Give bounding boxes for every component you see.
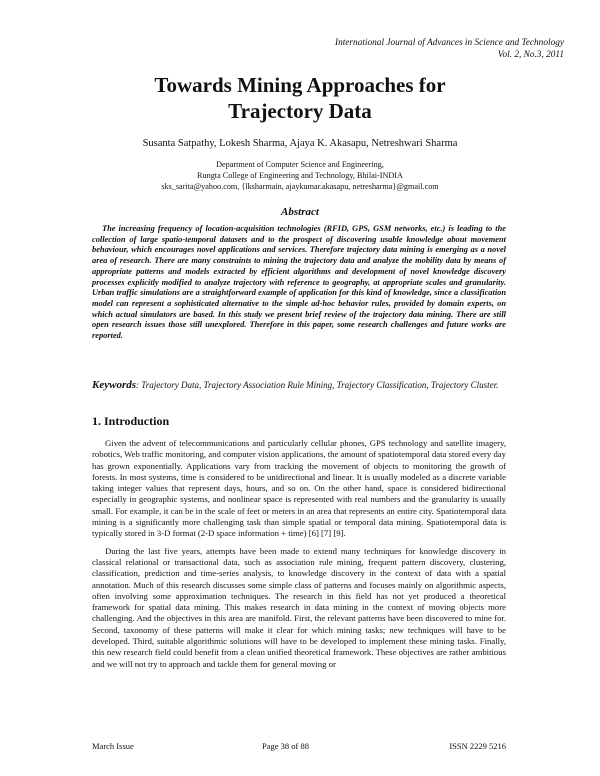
journal-header xyxy=(335,37,564,61)
footer-page-number: Page 38 of 88 xyxy=(262,741,309,751)
abstract-heading: Abstract xyxy=(281,206,319,218)
introduction-body xyxy=(92,438,506,676)
affiliation-emails: sks_sarita@yahoo.com, {lksharmain, ajaykumar.akasapu, netresharma}@gmail.com xyxy=(161,182,439,191)
keywords-label: Keywords xyxy=(92,379,136,391)
journal-volume: Vol. 2, No.3, 2011 xyxy=(497,50,564,60)
keywords-text: : Trajectory Data, Trajectory Association Rule Mining, Trajectory Classification, Trajectory Cluster. xyxy=(136,380,499,390)
affiliation-department: Department of Computer Science and Engineering, xyxy=(216,160,384,169)
introduction-paragraph-2: During the last five years, attempts have been made to extend many techniques for knowledge discovery in classical relational or transactional data, such as association rule mining, frequent pattern discovery, clustering, classification, prediction and time-series analysis, to knowledge discovery in the context of data with a spatial annotation. Much of this research discusses some simple class of patterns and focuses mainly on algorithmic aspects, often involving some approximation techniques. The research in this field has not yet produced a theoretical framework for spatial data mining. This makes research in data mining in the context of moving objects more challenging. And the objectives in this area are manifold. First, the relevant patterns have been discovered to mine for. Second, taxonomy of these patterns will make it clear for which mining tasks; new techniques will have to be developed. Third, suitable algorithmic solutions will have to be developed to implement these mining tasks. Finally, this new research field could benefit from a clean unified theoretical framework. These objectives are rather ambitious and we will not try to approach and tackle them for general moving or xyxy=(92,545,506,669)
title-line-1: Towards Mining Approaches for xyxy=(154,73,446,97)
paper-title xyxy=(0,72,600,124)
title-line-2: Trajectory Data xyxy=(228,99,372,123)
introduction-paragraph-1: Given the advent of telecommunications and particularly cellular phones, GPS technology and satellite imagery, robotics, Web traffic monitoring, and computer vision applications, the amount of spatiotemporal data stored every day has grown exponentially. Applications vary from tracking the movement of objects to monitoring the growth of forests. In most systems, time is considered to be unidirectional and linear. It is usually modeled as a discrete variable taking integer values that represent days, hours, and so on. On the other hand, space is considered bidirectional especially in geographic systems, and nonlinear space is represented with real numbers and the granularity is usually small. For example, it can be in the scale of feet or meters in an area that represents an entire city. Spatiotemporal data mining is a significantly more challenging task than simple spatial or temporal data mining. Spatiotemporal data is typically stored in 3-D format (2-D space information + time) [6] [7] [9]. xyxy=(92,438,506,539)
footer-issn: ISSN 2229 5216 xyxy=(449,741,506,751)
affiliation xyxy=(0,159,600,192)
keywords xyxy=(92,379,506,391)
section-heading-introduction: 1. Introduction xyxy=(92,414,170,428)
journal-name: International Journal of Advances in Science and Technology xyxy=(334,38,564,48)
abstract-text: The increasing frequency of location-acquisition technologies (RFID, GPS, GSM networks, etc.) is leading to the collection of large spatio-temporal datasets and to the prospect of discovering usable knowledge about movement behaviour, which encourages novel applications and services. Therefore trajectory data mining is emerging as a novel area of research. There are many constraints to mining the trajectory data and analyze the mobility data by means of appropriate patterns and models extracted by efficient algorithms and development of novel knowledge discovery processes explicitly modified to analyze trajectory with reference to geography, at appropriate scales and granularity. Urban traffic simulations are a straightforward example of application for this kind of knowledge, since a classification model can represent a sophisticated alternative to the simple ad-hoc behavior rules, provided by domain experts, on which actual simulators are based. In this study we present brief review of the trajectory data mining. There are still open research issues those still unexplored. Therefore in this paper, some research challenges and future works are reported. xyxy=(92,224,506,341)
footer-issue: March Issue xyxy=(92,741,134,751)
affiliation-college: Rungta College of Engineering and Technology, Bhilai-INDIA xyxy=(197,171,403,180)
authors: Susanta Satpathy, Lokesh Sharma, Ajaya K. Akasapu, Netreshwari Sharma xyxy=(142,138,458,149)
